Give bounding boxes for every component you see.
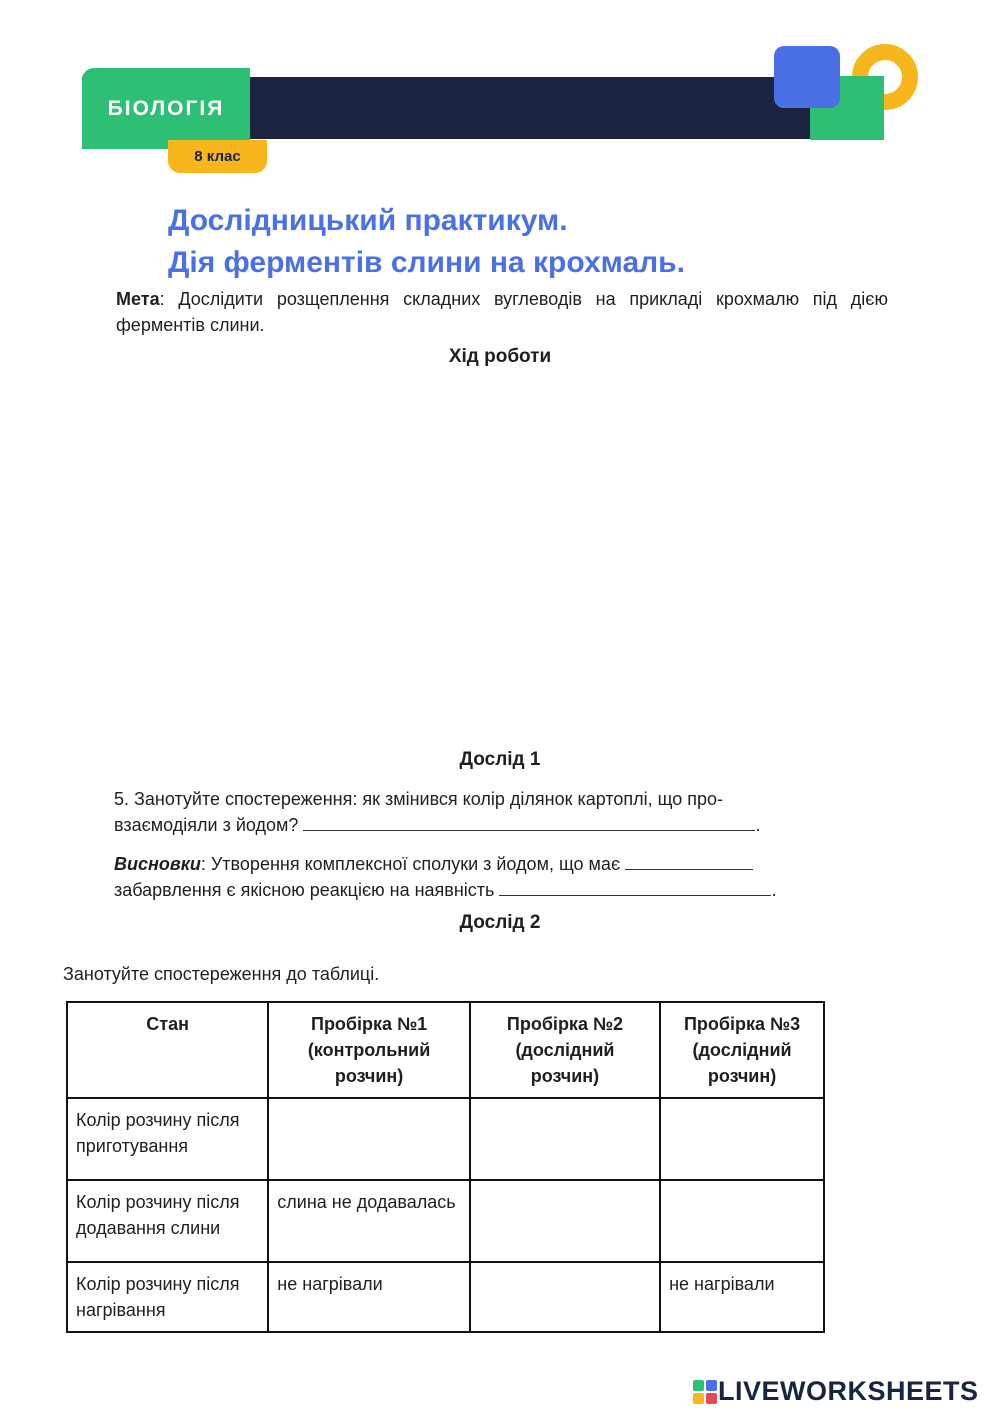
prefilled-cell: не нагрівали xyxy=(660,1262,824,1332)
page-title xyxy=(168,200,928,284)
observation-table xyxy=(66,1001,825,1333)
title-line-2: Дія ферментів слини на крохмаль. xyxy=(168,246,685,279)
footer-brand: LIVEWORKSHEETS xyxy=(718,1376,979,1406)
brand-logo-icon xyxy=(772,44,918,142)
answer-cell[interactable] xyxy=(470,1180,660,1262)
color-blank[interactable] xyxy=(625,853,753,870)
liveworksheets-icon xyxy=(692,1379,718,1405)
header-tube-2: Пробірка №2 (дослідний розчин) xyxy=(470,1002,660,1098)
table-instruction: Занотуйте спостереження до таблиці. xyxy=(63,964,380,984)
header-tube-1: Пробірка №1 (контрольний розчин) xyxy=(268,1002,470,1098)
table-row xyxy=(67,1180,824,1262)
answer-cell[interactable] xyxy=(470,1098,660,1180)
prefilled-cell: не нагрівали xyxy=(268,1262,470,1332)
conclusion-part-2: забарвлення є якісною реакцією на наявність xyxy=(114,880,495,900)
row-label: Колір розчину після нагрівання xyxy=(67,1262,268,1332)
logo-blue-block xyxy=(774,46,840,108)
answer-cell[interactable] xyxy=(470,1262,660,1332)
experiment-1-question xyxy=(114,786,888,838)
goal-paragraph xyxy=(116,286,888,338)
substance-blank[interactable] xyxy=(499,879,771,896)
answer-cell[interactable] xyxy=(660,1180,824,1262)
liveworksheets-logo xyxy=(692,1376,979,1407)
procedure-heading: Хід роботи xyxy=(448,346,552,367)
experiment-2-heading: Дослід 2 xyxy=(459,912,541,933)
prefilled-cell: слина не додавалась xyxy=(268,1180,470,1262)
header-state: Стан xyxy=(67,1002,268,1098)
grade-label: 8 клас xyxy=(168,140,267,173)
answer-cell[interactable] xyxy=(660,1098,824,1180)
experiment-1-heading: Дослід 1 xyxy=(459,749,541,770)
conclusion-line-2: забарвлення є якісною реакцією на наявність . xyxy=(114,880,777,900)
answer-blank[interactable] xyxy=(303,814,755,831)
table-row xyxy=(67,1262,824,1332)
question-line-1: 5. Занотуйте спостереження: як змінився колір ділянок картоплі, що про- xyxy=(114,789,724,809)
conclusion-line-1 xyxy=(114,851,888,877)
conclusion-label: Висновки xyxy=(114,854,201,874)
table-header-row xyxy=(67,1002,824,1098)
experiment-1-conclusion xyxy=(114,851,888,903)
row-label: Колір розчину після приготування xyxy=(67,1098,268,1180)
answer-cell[interactable] xyxy=(268,1098,470,1180)
subject-label: БІОЛОГІЯ xyxy=(82,68,250,149)
table-row xyxy=(67,1098,824,1180)
goal-text: : Дослідити розщеплення складних вуглеводів на прикладі крохмалю під дією ферментів слини. xyxy=(116,289,888,335)
header-tube-3: Пробірка №3 (дослідний розчин) xyxy=(660,1002,824,1098)
question-line-2-row: взаємодіяли з йодом? . xyxy=(114,815,761,835)
conclusion-part-1: : Утворення комплексної сполуки з йодом, що має xyxy=(200,854,621,874)
row-label: Колір розчину після додавання слини xyxy=(67,1180,268,1262)
goal-label: Мета xyxy=(116,289,160,309)
title-line-1: Дослідницький практикум. xyxy=(168,204,568,237)
question-line-2: взаємодіяли з йодом? xyxy=(114,815,299,835)
